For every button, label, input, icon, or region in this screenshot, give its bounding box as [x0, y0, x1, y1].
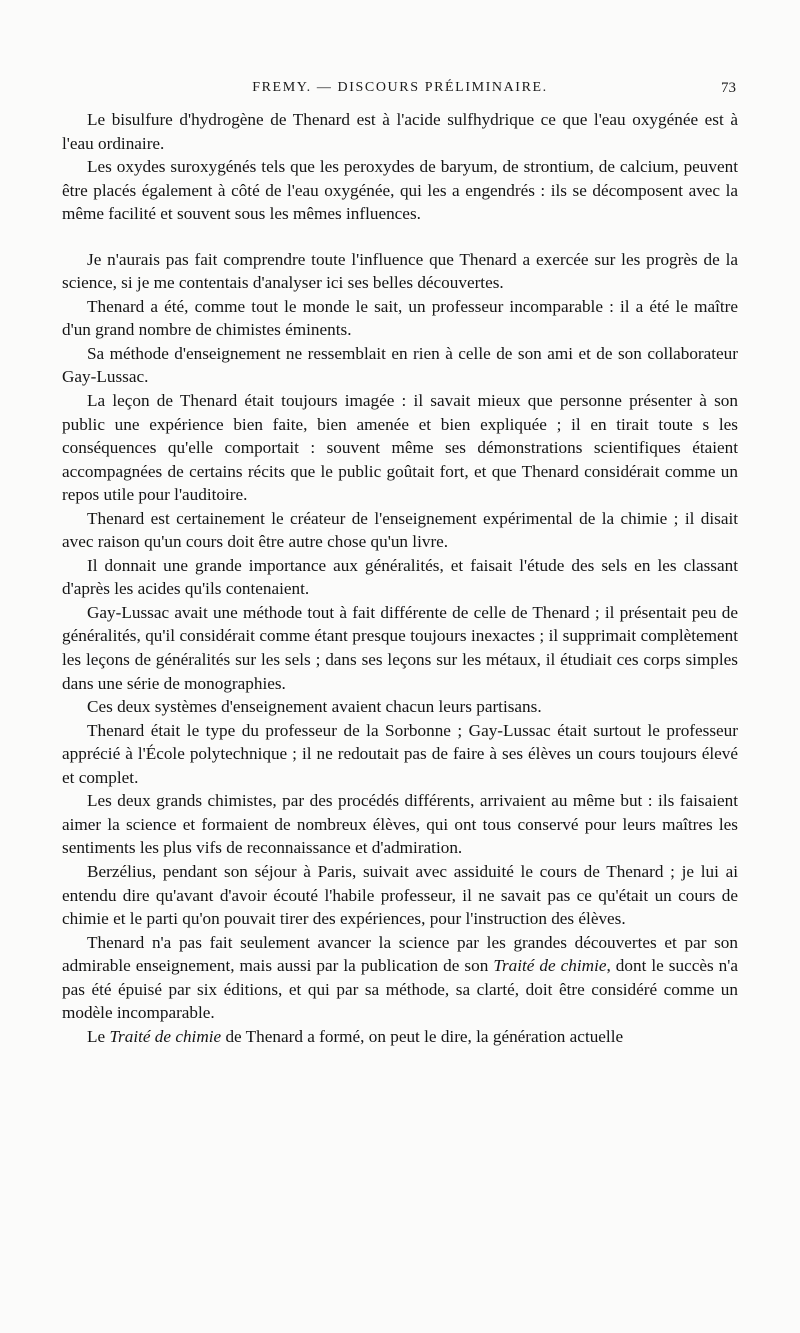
body-text	[62, 108, 738, 1048]
paragraph-9: Gay-Lussac avait une méthode tout à fait différente de celle de Thenard ; il présentait peu de généralités, qu'il considérait comme étant presque toujours inexactes ; il supprimait complètement les leçons de généralités sur les sels ; dans ses leçons sur les métaux, il étudiait ces corps simples dans une série de monographies.	[62, 602, 738, 693]
book-title-italic: Traité de chimie	[109, 1026, 222, 1046]
paragraph-1: Le bisulfure d'hydrogène de Thenard est à l'acide sulfhydrique ce que l'eau oxygénée est à l'eau ordinaire.	[62, 110, 738, 153]
running-head: FREMY. — DISCOURS PRÉLIMINAIRE.	[252, 80, 548, 95]
paragraph-5: Sa méthode d'enseignement ne ressemblait en rien à celle de son ami et de son collaborateur Gay-Lussac.	[62, 343, 738, 387]
paragraph-14-before: Thenard n'a pas fait seulement avancer la science par les grandes découvertes et par son admirable enseignement, mais aussi par la publication de son	[62, 932, 738, 976]
paragraph-15	[62, 1025, 738, 1049]
paragraph-6: La leçon de Thenard était toujours imagée : il savait mieux que personne présenter à son public une expérience bien faite, bien amenée et bien expliquée ; il en tirait toute s les conséquences qu'elle comportait : souvent même ses démonstrations scientifiques étaient accompagnées de certains récits que le public goûtait fort, et que Thenard considérait comme un repos utile pour l'auditoire.	[62, 391, 738, 505]
paragraph-4: Thenard a été, comme tout le monde le sait, un professeur incomparable : il a été le maître d'un grand nombre de chimistes éminents.	[62, 296, 738, 340]
paragraph-15-after: de Thenard a formé, on peut le dire, la génération actuelle	[221, 1026, 624, 1046]
paragraph-14	[62, 931, 738, 1025]
paragraph-3: Je n'aurais pas fait comprendre toute l'influence que Thenard a exercée sur les progrès de la science, si je me contentais d'analyser ici ses belles découvertes.	[62, 249, 738, 293]
paragraph-7: Thenard est certainement le créateur de l'enseignement expérimental de la chimie ; il disait avec raison qu'un cours doit être autre chose qu'un livre.	[62, 508, 738, 552]
paragraph-13: Berzélius, pendant son séjour à Paris, suivait avec assiduité le cours de Thenard ; je lui ai entendu dire qu'avant d'avoir écouté l'habile professeur, il ne savait pas ce qu'était un cours de chimie et le parti qu'on pouvait tirer des expériences, pour l'instruction des élèves.	[62, 861, 738, 929]
paragraph-11: Thenard était le type du professeur de la Sorbonne ; Gay-Lussac était surtout le professeur apprécié à l'École polytechnique ; il ne redoutait pas de faire à ses élèves un cours toujours élevé et complet.	[62, 720, 738, 787]
paragraph-2: Les oxydes suroxygénés tels que les peroxydes de baryum, de strontium, de calcium, peuvent être placés également à côté de l'eau oxygénée, qui les a engendrés : ils se décomposent avec la même facilité et souvent sous les mêmes influences.	[62, 157, 738, 224]
page-number: 73	[721, 80, 736, 96]
paragraph-15-before: Le	[87, 1026, 110, 1046]
paragraph-12: Les deux grands chimistes, par des procédés différents, arrivaient au même but : ils faisaient aimer la science et formaient de nombreux élèves, qui ont tous conservé pour leurs maîtres les sentiments les plus vifs de reconnaissance et d'admiration.	[62, 791, 738, 858]
paragraph-10: Ces deux systèmes d'enseignement avaient chacun leurs partisans.	[87, 697, 542, 717]
paragraph-14-after: , dont le succès n'a pas été épuisé par six éditions, et qui par sa méthode, sa clarté, doit être considéré comme un modèle incomparable.	[62, 956, 739, 1023]
page-header	[62, 80, 738, 102]
paragraph-8: Il donnait une grande importance aux généralités, et faisait l'étude des sels en les classant d'après les acides qu'ils contenaient.	[62, 555, 738, 599]
book-title-italic: Traité de chimie	[493, 956, 607, 976]
